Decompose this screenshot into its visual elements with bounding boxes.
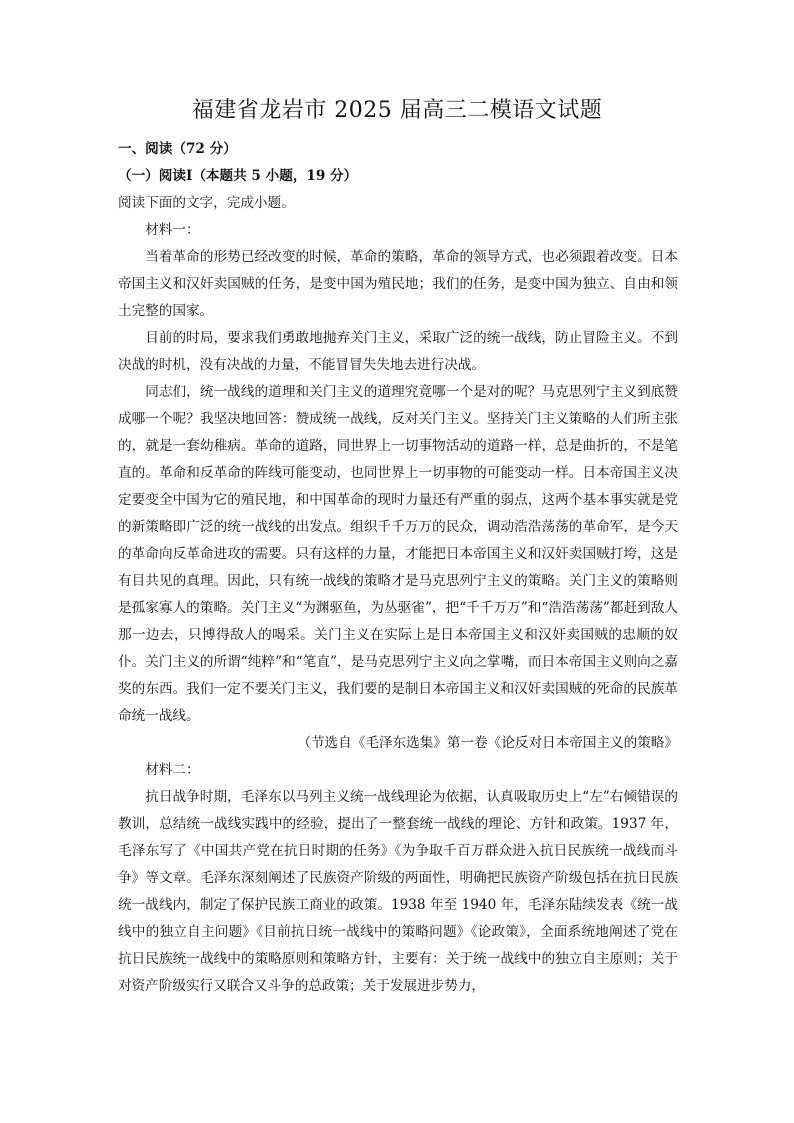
section-heading: 一、阅读（72 分） xyxy=(118,141,237,157)
material2-paragraph: 抗日战争时期，毛泽东以马列主义统一战线理论为依据，认真吸取历史上“左”右倾错误的教训，总结统一战线实践中的经验，提出了一整套统一战线的理论、方针和政策。1937 年，毛泽东写了《中国共产党在抗日时期的任务》《为争取千百万群众进入抗日民族统一战线而斗争》等文章。毛泽东深刻阐述了民族资产阶级的两面性，明确把民族资产阶级包括在抗日民族统一战线内，制定了保护民族工商业的政策。1938 年至 1940 年，毛泽东陆续发表《统一战线中的独立自主问题》《目前抗日统一战线中的策略问题》《论政策》，全面系统地阐述了党在抗日民族统一战线中的策略原则和策略方针，主要有：关于统一战线中的独立自主原则；关于对资产阶级实行又联合又斗争的总政策；关于发展进步势力， xyxy=(118,789,678,994)
material1-source: （节选自《毛泽东选集》第一卷《论反对日本帝国主义的策略》 xyxy=(297,735,678,751)
material1-paragraph: 当着革命的形势已经改变的时候，革命的策略，革命的领导方式，也必须跟着改变。日本帝国主义和汉奸卖国贼的任务，是变中国为殖民地；我们的任务，是变中国为独立、自由和领土完整的国家。 xyxy=(118,249,678,319)
material2-label: 材料二： xyxy=(145,762,200,778)
subsection-heading: （一）阅读Ⅰ（本题共 5 小题，19 分） xyxy=(118,168,358,184)
material1-paragraph: 目前的时局，要求我们勇敢地抛弃关门主义，采取广泛的统一战线，防止冒险主义。不到决战的时机，没有决战的力量，不能冒冒失失地去进行决战。 xyxy=(118,330,678,373)
material1-label: 材料一： xyxy=(145,222,200,238)
document-body xyxy=(118,136,678,1000)
material1-paragraph: 同志们，统一战线的道理和关门主义的道理究竟哪一个是对的呢？马克思列宁主义到底赞成哪一个呢？我坚决地回答：赞成统一战线，反对关门主义。坚持关门主义策略的人们所主张的，就是一套幼稚病。革命的道路，同世界上一切事物活动的道路一样，总是曲折的，不是笔直的。革命和反革命的阵线可能变动，也同世界上一切事物的可能变动一样。日本帝国主义决定要变全中国为它的殖民地，和中国革命的现时力量还有严重的弱点，这两个基本事实就是党的新策略即广泛的统一战线的出发点。组织千千万万的民众，调动浩浩荡荡的革命军，是今天的革命向反革命进攻的需要。只有这样的力量，才能把日本帝国主义和汉奸卖国贼打垮，这是有目共见的真理。因此，只有统一战线的策略才是马克思列宁主义的策略。关门主义的策略则是孤家寡人的策略。关门主义“为渊驱鱼，为丛驱雀”，把“千千万万”和“浩浩荡荡”都赶到敌人那一边去，只博得敌人的喝采。关门主义在实际上是日本帝国主义和汉奸卖国贼的忠顺的奴仆。关门主义的所谓“纯粹”和“笔直”，是马克思列宁主义向之掌嘴，而日本帝国主义则向之嘉奖的东西。我们一定不要关门主义，我们要的是制日本帝国主义和汉奸卖国贼的死命的民族革命统一战线。 xyxy=(118,384,678,724)
instruction-text: 阅读下面的文字，完成小题。 xyxy=(118,195,295,211)
page-title: 福建省龙岩市 2025 届高三二模语文试题 xyxy=(191,98,603,123)
